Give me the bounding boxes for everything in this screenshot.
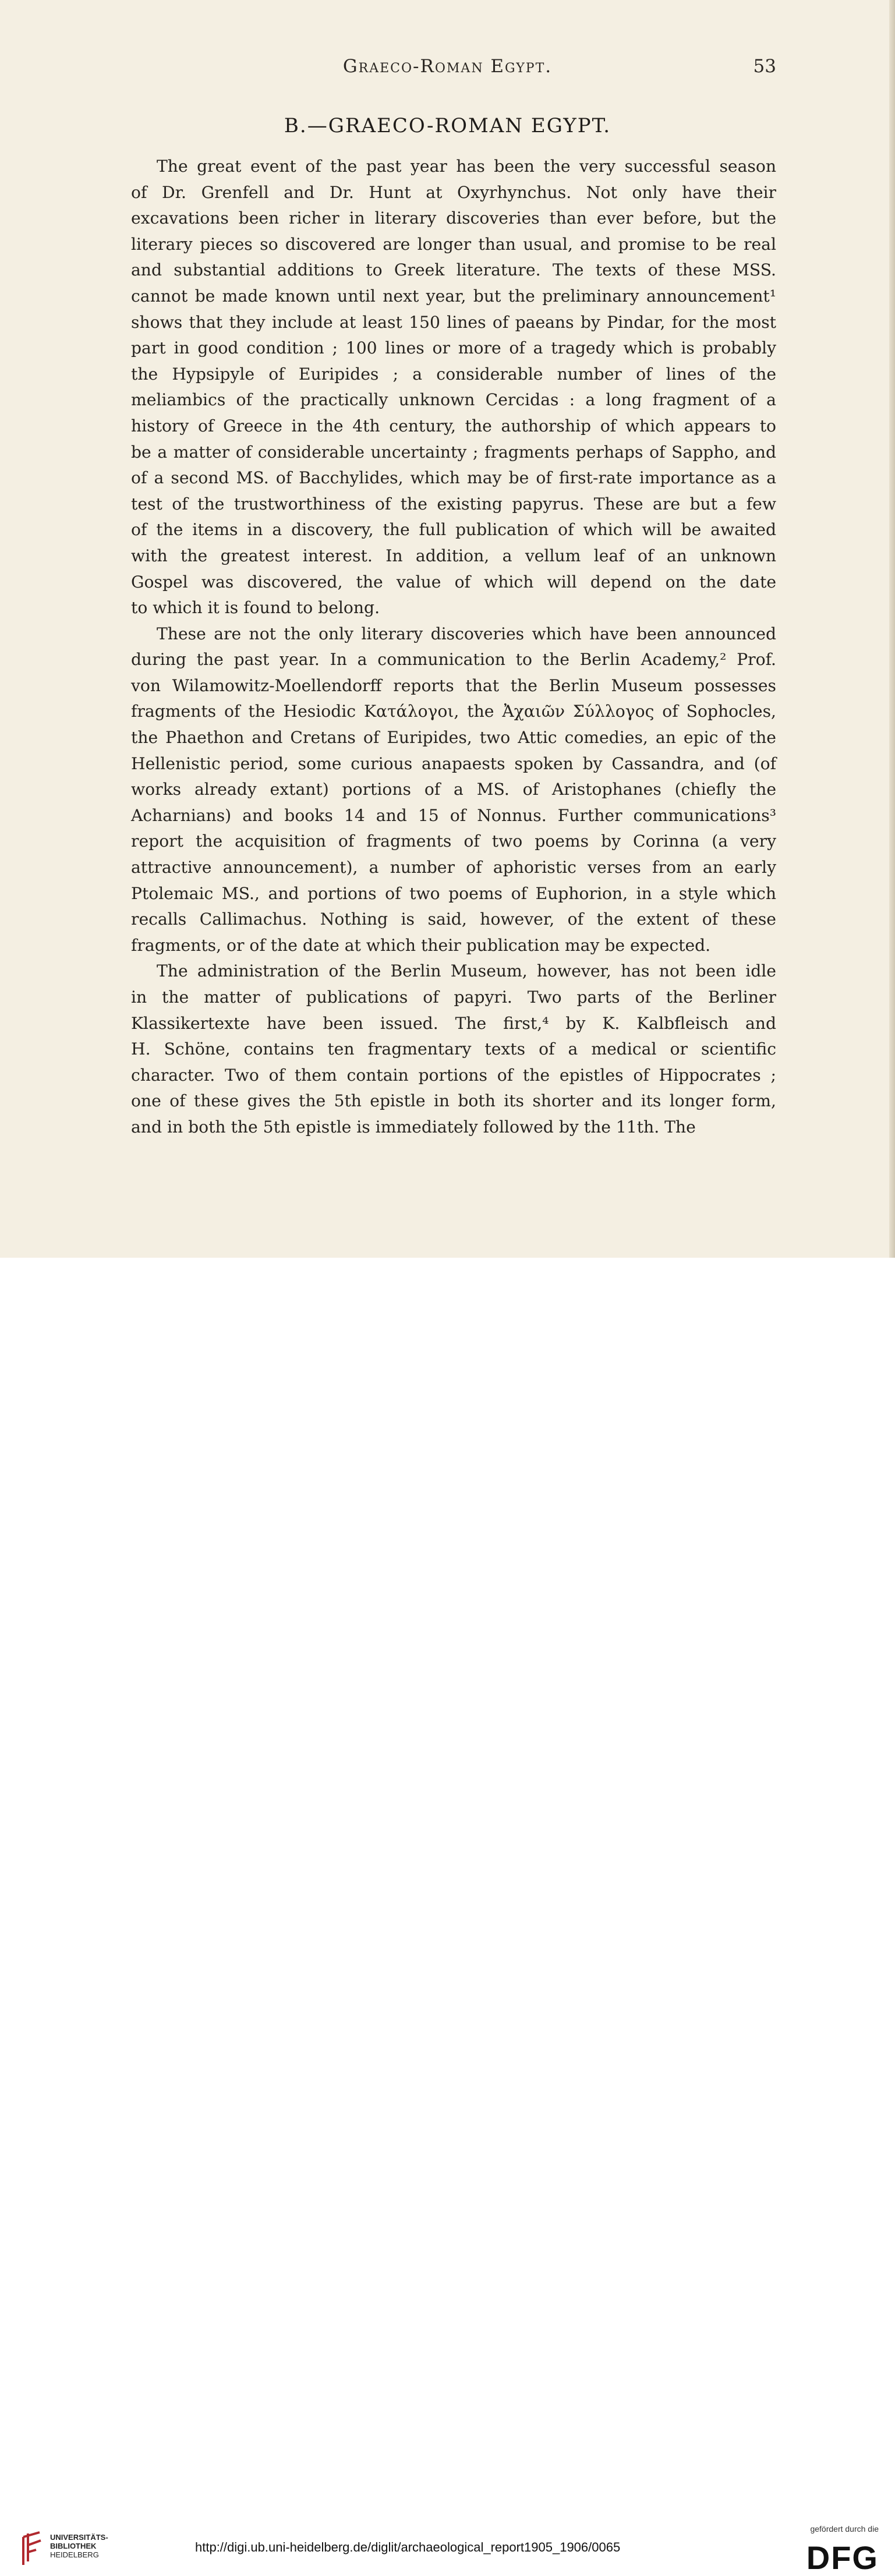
text-line: These are not the only literary discoveries which have been announced	[157, 624, 776, 643]
text-line: be a matter of considerable uncertainty ; fragments perhaps of Sappho, and	[131, 442, 776, 462]
paragraph	[131, 154, 776, 621]
text-line: in the matter of publications of papyri. Two parts of the Berliner	[131, 988, 776, 1007]
paragraph	[131, 958, 776, 1140]
text-line: during the past year. In a communication to the Berlin Academy,² Prof.	[131, 650, 776, 670]
text-line: one of these gives the 5th epistle in both its shorter and its longer form,	[131, 1091, 776, 1111]
text-line: The administration of the Berlin Museum, however, has not been idle	[157, 961, 776, 981]
text-line: attractive announcement), a number of aphoristic verses from an early	[131, 858, 776, 877]
text-line: shows that they include at least 150 lines of paeans by Pindar, for the most	[131, 312, 776, 332]
library-name	[50, 2533, 108, 2559]
university-library-logo	[19, 2531, 44, 2568]
text-line: The great event of the past year has been the very successful season	[157, 157, 776, 176]
text-line: character. Two of them contain portions of the epistles of Hippocrates ;	[131, 1065, 776, 1085]
text-line: of a second MS. of Bacchylides, which may be of first-rate importance as a	[131, 468, 776, 488]
text-line: meliambics of the practically unknown Cercidas : a long fragment of a	[131, 390, 776, 410]
page-number: 53	[753, 56, 776, 77]
text-line: history of Greece in the 4th century, the authorship of which appears to	[131, 416, 776, 436]
text-line: Gospel was discovered, the value of which will depend on the date	[131, 572, 776, 592]
text-line: of Dr. Grenfell and Dr. Hunt at Oxyrhynchus. Not only have their	[131, 182, 776, 202]
scanned-page	[0, 0, 895, 1258]
sponsor-note: gefördert durch die	[810, 2524, 879, 2533]
text-line: to which it is found to belong.	[131, 598, 380, 618]
text-line: fragments of the Hesiodic Κατάλογοι, the Ἀχαιῶν Σύλλογος of Sophocles,	[131, 702, 776, 721]
footer	[0, 1258, 895, 2576]
body-text	[131, 154, 776, 1141]
text-line: Hellenistic period, some curious anapaests spoken by Cassandra, and (of	[131, 753, 776, 773]
text-line: Klassikertexte have been issued. The first,⁴ by K. Kalbfleisch and	[131, 1013, 776, 1033]
text-line: of the items in a discovery, the full publication of which will be awaited	[131, 520, 776, 540]
text-line: report the acquisition of fragments of two poems by Corinna (a very	[131, 831, 776, 851]
running-title: Graeco-Roman Egypt.	[342, 56, 553, 77]
paragraph	[131, 621, 776, 959]
text-line: recalls Callimachus. Nothing is said, however, of the extent of these	[131, 910, 776, 929]
text-line: literary pieces so discovered are longer than usual, and promise to be real	[131, 234, 776, 254]
library-city: HEIDELBERG	[50, 2550, 99, 2559]
running-head	[0, 56, 895, 82]
text-line: and substantial additions to Greek literature. The texts of these MSS.	[131, 260, 776, 280]
text-line: the Phaethon and Cretans of Euripides, two Attic comedies, an epic of the	[131, 728, 776, 748]
text-line: Acharnians) and books 14 and 15 of Nonnus. Further communications³	[131, 805, 776, 825]
text-line: and in both the 5th epistle is immediately followed by the 11th. The	[131, 1117, 696, 1137]
text-line: with the greatest interest. In addition, a vellum leaf of an unknown	[131, 546, 776, 565]
text-line: part in good condition ; 100 lines or more of a tragedy which is probably	[131, 338, 776, 358]
library-name-line-1: UNIVERSITÄTS-	[50, 2533, 108, 2542]
text-line: works already extant) portions of a MS. of Aristophanes (chiefly the	[131, 780, 776, 799]
text-line: Ptolemaic MS., and portions of two poems of Euphorion, in a style which	[131, 883, 776, 903]
text-line: excavations been richer in literary discoveries than ever before, but the	[131, 208, 776, 228]
library-name-line-2: BIBLIOTHEK	[50, 2542, 97, 2550]
text-line: fragments, or of the date at which their publication may be expected.	[131, 935, 711, 955]
text-line: von Wilamowitz-Moellendorff reports that the Berlin Museum possesses	[131, 675, 776, 695]
text-line: cannot be made known until next year, but the preliminary announcement¹	[131, 286, 776, 306]
source-url-link[interactable]: http://digi.ub.uni-heidelberg.de/diglit/archaeological_report1905_1906/0065	[195, 2540, 621, 2554]
section-title: B.—GRAECO-ROMAN EGYPT.	[284, 114, 611, 137]
text-line: H. Schöne, contains ten fragmentary texts of a medical or scientific	[131, 1039, 776, 1059]
text-line: test of the trustworthiness of the existing papyrus. These are but a few	[131, 494, 776, 514]
text-line: the Hypsipyle of Euripides ; a considerable number of lines of the	[131, 364, 776, 384]
dfg-logo: DFG	[806, 2539, 879, 2576]
